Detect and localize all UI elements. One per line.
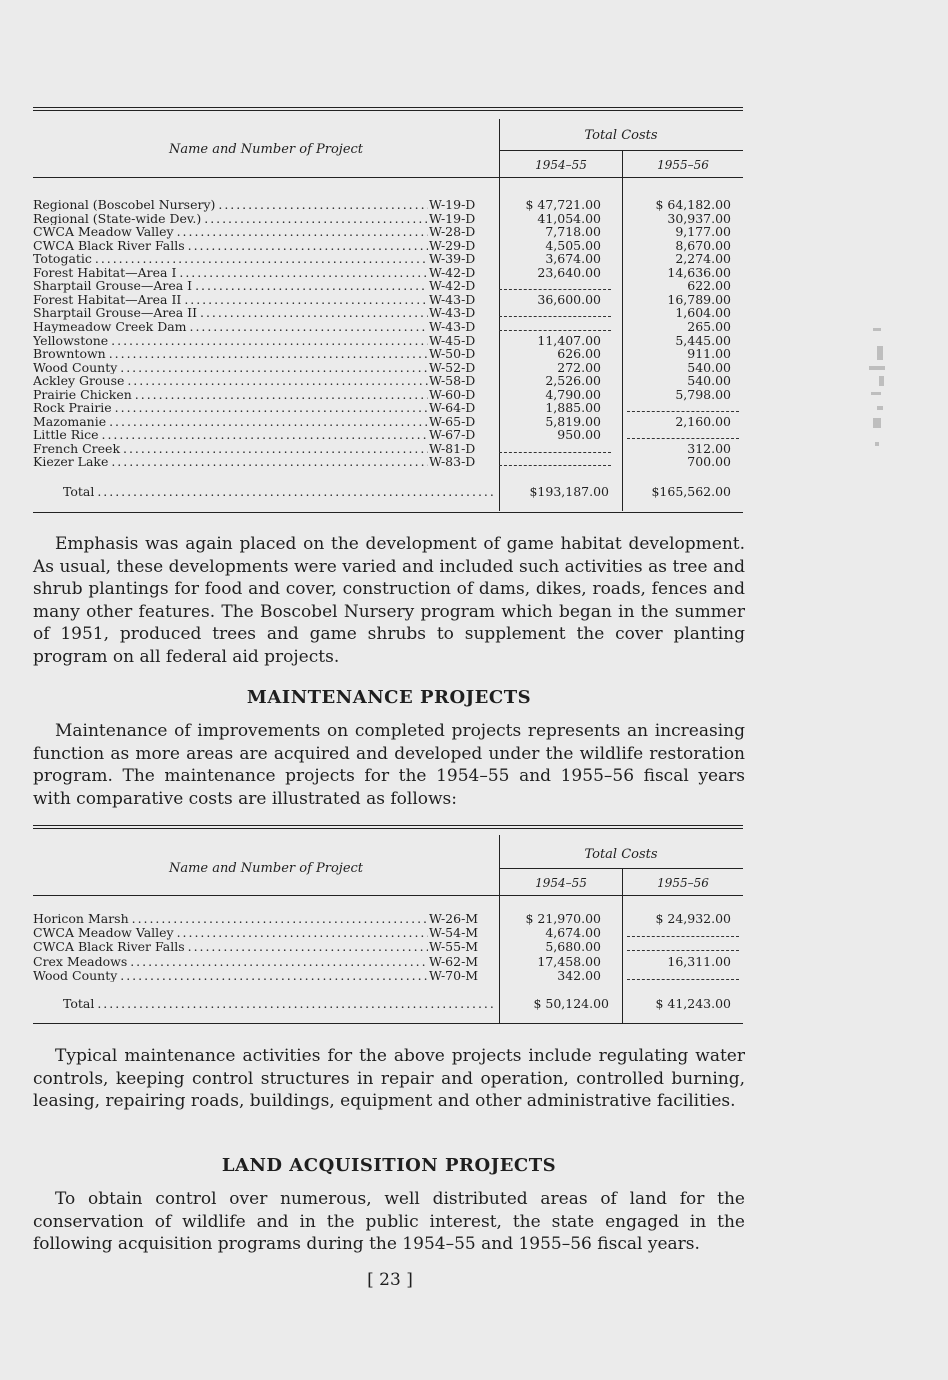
project-code: W-60-D: [429, 386, 476, 402]
column-header-year-2: 1955–56: [657, 158, 709, 172]
table-top-rule-2: [33, 828, 743, 829]
project-code: W-54-M: [429, 925, 479, 941]
project-code: W-52-D: [429, 359, 476, 375]
cost-1955-56: 16,789.00: [667, 291, 731, 307]
project-name: CWCA Black River Falls . . .: [33, 940, 428, 954]
project-code: W-58-D: [429, 373, 476, 389]
paragraph-text: Emphasis was again placed on the development of game habitat development. As usual, these developments were varied and included such activities as tree and shrub plantings for food and cover, construction of dams, dikes, roads, fences and many other features. The Boscobel Nursery program which began in the summer of 1951, produced trees and game shrubs to supplement the cover planting program on all federal aid projects.: [33, 534, 745, 667]
cost-1955-56: 622.00: [687, 278, 731, 294]
project-name: Prairie Chicken . . .: [33, 388, 428, 402]
cost-1955-56: 2,274.00: [675, 251, 731, 267]
cost-1955-56: $ 64,182.00: [655, 197, 731, 212]
cost-1954-55: 4,674.00: [545, 925, 601, 941]
total-1954-55: $193,187.00: [529, 484, 609, 499]
project-name: Rock Prairie . . .: [33, 401, 428, 415]
table-row: [33, 279, 743, 293]
table-row: [33, 361, 743, 375]
project-code: W-42-D: [429, 278, 476, 294]
project-code: W-26-M: [429, 911, 479, 926]
project-name: Yellowstone . . .: [33, 334, 428, 348]
column-header-total-costs: Total Costs: [584, 847, 658, 862]
empty-cell-dashes: [499, 316, 611, 317]
table-row: [33, 252, 743, 266]
cost-1955-56: 265.00: [687, 318, 731, 334]
cost-1954-55: 36,600.00: [537, 291, 601, 307]
project-name: Mazomanie . . .: [33, 415, 428, 429]
cost-1954-55: 7,718.00: [545, 224, 601, 240]
cost-1955-56: 312.00: [687, 440, 731, 456]
empty-cell-dashes: [499, 289, 611, 290]
total-label: Total . . .: [63, 484, 493, 499]
cost-1954-55: 342.00: [557, 967, 601, 983]
cost-1954-55: $ 47,721.00: [525, 197, 601, 212]
project-name: Wood County . . .: [33, 361, 428, 375]
project-code: W-29-D: [429, 237, 476, 253]
cost-1955-56: 540.00: [687, 373, 731, 389]
project-name: Crex Meadows . . .: [33, 955, 428, 969]
table-row: [33, 940, 743, 954]
heading-land-acquisition-projects: LAND ACQUISITION PROJECTS: [221, 1155, 557, 1176]
development-projects-table: [33, 107, 743, 513]
empty-cell-dashes: [627, 411, 739, 412]
paragraph-maintenance-activities: [33, 1045, 745, 1113]
cost-1955-56: 14,636.00: [667, 264, 731, 280]
cost-1954-55: 3,674.00: [545, 251, 601, 267]
project-name: Little Rice . . .: [33, 428, 428, 442]
cost-1955-56: 16,311.00: [667, 953, 731, 969]
table-bottom-rule: [33, 512, 743, 513]
project-code: W-67-D: [429, 427, 476, 443]
cost-1954-55: $ 21,970.00: [525, 911, 601, 926]
cost-1954-55: 2,526.00: [545, 373, 601, 389]
empty-cell-dashes: [627, 979, 739, 980]
project-code: W-83-D: [429, 454, 476, 470]
cost-1954-55: 4,505.00: [545, 237, 601, 253]
project-name: Browntown . . .: [33, 347, 428, 361]
table-row: [33, 320, 743, 334]
empty-cell-dashes: [499, 452, 611, 453]
empty-cell-dashes: [499, 330, 611, 331]
project-code: W-19-D: [429, 210, 476, 226]
empty-cell-dashes: [627, 936, 739, 937]
project-name: CWCA Meadow Valley . . .: [33, 926, 428, 940]
project-name: Sharptail Grouse—Area I . . .: [33, 279, 428, 293]
total-label: Total . . .: [63, 996, 493, 1011]
project-code: W-43-D: [429, 305, 476, 321]
cost-1954-55: 4,790.00: [545, 386, 601, 402]
cost-1955-56: 5,445.00: [675, 332, 731, 348]
header-bottom-rule: [33, 177, 743, 178]
column-header-total-costs: Total Costs: [584, 128, 658, 143]
project-name: Regional (Boscobel Nursery) . . .: [33, 198, 428, 212]
heading-maintenance-projects: MAINTENANCE PROJECTS: [246, 687, 532, 708]
cost-1954-55: 272.00: [557, 359, 601, 375]
cost-1955-56: 911.00: [687, 346, 731, 362]
project-name: Forest Habitat—Area I . . .: [33, 266, 428, 280]
project-code: W-43-D: [429, 291, 476, 307]
header-divider: [499, 868, 743, 869]
table-row: [33, 212, 743, 226]
table-row: [33, 955, 743, 969]
cost-1955-56: $ 24,932.00: [655, 911, 731, 926]
total-1955-56: $ 41,243.00: [655, 996, 731, 1011]
project-code: W-50-D: [429, 346, 476, 362]
paragraph-text: Maintenance of improvements on completed projects represents an increasing function as more areas are acquired and developed under the wildlife restoration program. The maintenance projects for the 1954–55 and 1955–56 fiscal years with comparative costs are illustrated as follows:: [33, 721, 745, 809]
table-top-rule: [33, 107, 743, 108]
table-row: [33, 198, 743, 212]
table-row: [33, 374, 743, 388]
column-header-year-2: 1955–56: [657, 876, 709, 890]
cost-1954-55: 1,885.00: [545, 400, 601, 416]
column-header-name: Name and Number of Project: [168, 861, 364, 876]
table-row: [33, 225, 743, 239]
table-row: [33, 293, 743, 307]
project-name: Horicon Marsh . . .: [33, 912, 428, 926]
cost-1955-56: 8,670.00: [675, 237, 731, 253]
project-code: W-62-M: [429, 953, 479, 969]
project-name: Totogatic . . .: [33, 252, 428, 266]
table-row: [33, 347, 743, 361]
project-name: CWCA Meadow Valley . . .: [33, 225, 428, 239]
maintenance-projects-table: [33, 825, 743, 1027]
header-bottom-rule: [33, 895, 743, 896]
header-divider: [499, 150, 743, 151]
cost-1955-56: 2,160.00: [675, 413, 731, 429]
project-code: W-64-D: [429, 400, 476, 416]
cost-1955-56: 540.00: [687, 359, 731, 375]
empty-cell-dashes: [627, 438, 739, 439]
table-bottom-rule: [33, 1023, 743, 1024]
total-1955-56: $165,562.00: [651, 484, 731, 499]
project-name: CWCA Black River Falls . . .: [33, 239, 428, 253]
project-name: Ackley Grouse . . .: [33, 374, 428, 388]
table-row: [33, 442, 743, 456]
project-name: Regional (State-wide Dev.) . . .: [33, 212, 428, 226]
project-code: W-28-D: [429, 224, 476, 240]
table-row: [33, 415, 743, 429]
cost-1954-55: 5,819.00: [545, 413, 601, 429]
empty-cell-dashes: [499, 465, 611, 466]
project-code: W-45-D: [429, 332, 476, 348]
project-code: W-39-D: [429, 251, 476, 267]
project-name: Sharptail Grouse—Area II . . .: [33, 306, 428, 320]
table-row: [33, 266, 743, 280]
table-row: [33, 969, 743, 983]
table-row: [33, 401, 743, 415]
empty-cell-dashes: [627, 950, 739, 951]
project-code: W-55-M: [429, 939, 479, 955]
cost-1954-55: 950.00: [557, 427, 601, 443]
paragraph-text: To obtain control over numerous, well distributed areas of land for the conservation of wildlife and in the public interest, the state engaged in the following acquisition programs during the 1954–55 and 1955–56 fiscal years.: [33, 1189, 745, 1255]
table-row: [33, 239, 743, 253]
project-name: Forest Habitat—Area II . . .: [33, 293, 428, 307]
project-code: W-42-D: [429, 264, 476, 280]
table-row: [33, 334, 743, 348]
cost-1954-55: 17,458.00: [537, 953, 601, 969]
project-code: W-19-D: [429, 197, 476, 212]
total-1954-55: $ 50,124.00: [533, 996, 609, 1011]
column-header-year-1: 1954–55: [535, 158, 587, 172]
project-name: French Creek . . .: [33, 442, 428, 456]
cost-1954-55: 41,054.00: [537, 210, 601, 226]
table-top-rule-2: [33, 110, 743, 111]
table-row: [33, 306, 743, 320]
project-name: Haymeadow Creek Dam . . .: [33, 320, 428, 334]
paragraph-habitat-development: [33, 533, 745, 669]
table-row: [33, 388, 743, 402]
project-code: W-81-D: [429, 440, 476, 456]
project-code: W-43-D: [429, 318, 476, 334]
paragraph-land-acquisition: [33, 1188, 745, 1256]
project-name: Wood County . . .: [33, 969, 428, 983]
paragraph-text: Typical maintenance activities for the above projects include regulating water controls, keeping control structures in repair and operation, controlled burning, leasing, repairing roads, buildings, equipment and other administrative facilities.: [33, 1046, 745, 1112]
page-number: [ 23 ]: [367, 1270, 413, 1290]
table-row: [33, 912, 743, 926]
bleed-through-smudge: [855, 318, 895, 458]
cost-1955-56: 1,604.00: [675, 305, 731, 321]
cost-1954-55: 23,640.00: [537, 264, 601, 280]
cost-1955-56: 9,177.00: [675, 224, 731, 240]
table-row: [33, 428, 743, 442]
project-code: W-65-D: [429, 413, 476, 429]
column-header-year-1: 1954–55: [535, 876, 587, 890]
table-row: [33, 455, 743, 469]
cost-1955-56: 30,937.00: [667, 210, 731, 226]
cost-1954-55: 5,680.00: [545, 939, 601, 955]
column-header-name: Name and Number of Project: [168, 142, 364, 157]
cost-1954-55: 11,407.00: [537, 332, 601, 348]
cost-1955-56: 5,798.00: [675, 386, 731, 402]
paragraph-maintenance: [33, 720, 745, 810]
project-name: Kiezer Lake . . .: [33, 455, 428, 469]
cost-1955-56: 700.00: [687, 454, 731, 470]
cost-1954-55: 626.00: [557, 346, 601, 362]
project-code: W-70-M: [429, 967, 479, 983]
table-row: [33, 926, 743, 940]
table-top-rule: [33, 825, 743, 826]
